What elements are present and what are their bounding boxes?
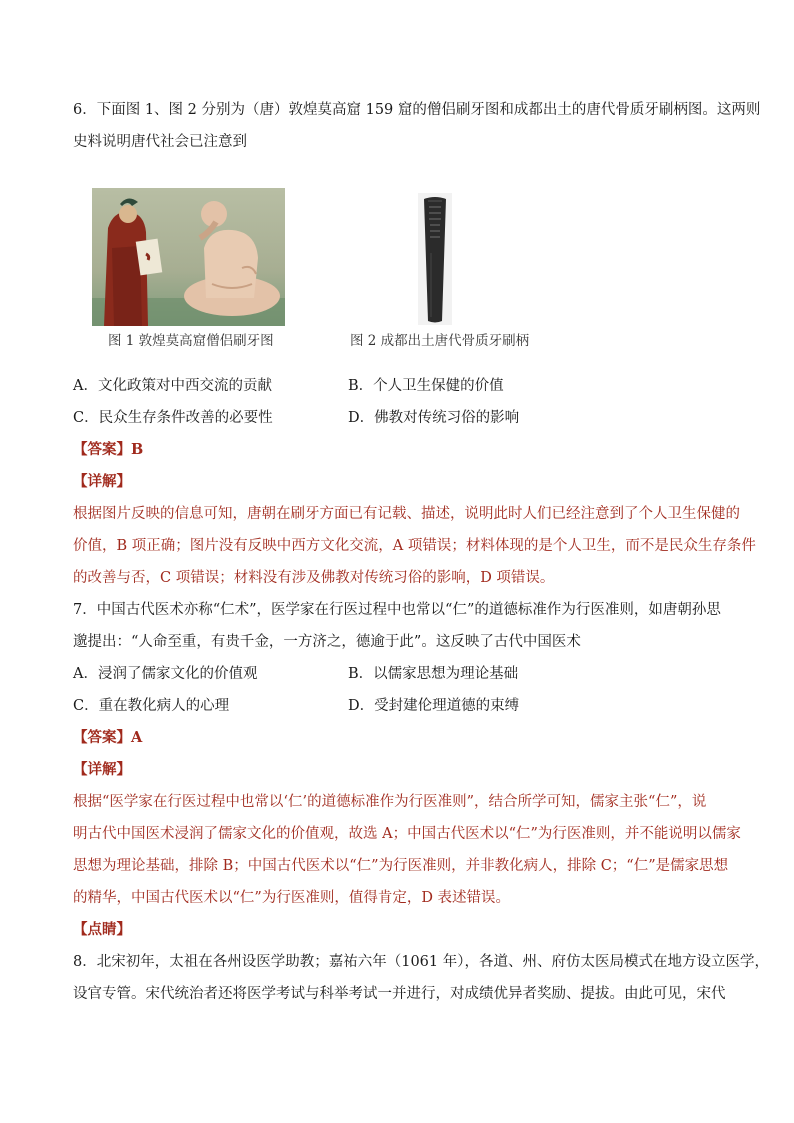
q7-answer: 【答案】A xyxy=(73,729,143,746)
q6-option-b: B．个人卫生保健的价值 xyxy=(348,378,504,394)
q7-stem-line1: 7．中国古代医术亦称“仁术”，医学家在行医过程中也常以“仁”的道德标准作为行医准则，如唐朝孙思 xyxy=(73,602,721,618)
q7-option-d: D．受封建伦理道德的束缚 xyxy=(348,698,520,714)
q6-answer: 【答案】B xyxy=(73,441,144,458)
q7-option-a: A．浸润了儒家文化的价值观 xyxy=(73,666,258,682)
q6-stem-line1: 6．下面图 1、图 2 分别为（唐）敦煌莫高窟 159 窟的僧侣刷牙图和成都出土的唐代骨质牙刷柄图。这两则 xyxy=(73,102,761,118)
q8-stem-line1: 8．北宋初年，太祖在各州设医学助教；嘉祐六年（1061 年），各道、州、府仿太医局模式在地方设立医学， xyxy=(73,954,769,970)
q6-option-c: C．民众生存条件改善的必要性 xyxy=(73,410,273,426)
q7-option-b: B．以儒家思想为理论基础 xyxy=(348,666,519,682)
q7-detail-line2: 明古代中国医术浸润了儒家文化的价值观，故选 A；中国古代医术以“仁”为行医准则，并不能说明以儒家 xyxy=(73,826,741,842)
q7-detail-line1: 根据“医学家在行医过程中也常以‘仁’的道德标准作为行医准则”，结合所学可知，儒家主张“仁”，说 xyxy=(73,794,707,810)
q7-detail-line3: 思想为理论基础，排除 B；中国古代医术以“仁”为行医准则，并非教化病人，排除 C；“仁”是儒家思想 xyxy=(73,858,729,874)
q7-detail-line4: 的精华，中国古代医术以“仁”为行医准则，值得肯定，D 表述错误。 xyxy=(73,890,511,906)
q6-stem-line2: 史料说明唐代社会已注意到 xyxy=(73,134,247,150)
q7-note-tag: 【点睛】 xyxy=(73,921,131,938)
q7-stem-line2: 邈提出：“人命至重，有贵千金，一方济之，德逾于此”。这反映了古代中国医术 xyxy=(73,634,581,650)
q6-option-a: A．文化政策对中西交流的贡献 xyxy=(73,378,272,394)
q8-stem-line2: 设官专管。宋代统治者还将医学考试与科举考试一并进行，对成绩优异者奖励、提拔。由此可见，宋代 xyxy=(73,986,726,1002)
q6-option-d: D．佛教对传统习俗的影响 xyxy=(348,410,520,426)
figure-1-mural xyxy=(92,188,285,326)
q6-detail-line1: 根据图片反映的信息可知，唐朝在刷牙方面已有记载、描述，说明此时人们已经注意到了个人卫生保健的 xyxy=(73,506,740,522)
figure-1-caption: 图 1 敦煌莫高窟僧侣刷牙图 xyxy=(108,333,274,349)
figure-2-toothbrush-handle xyxy=(418,193,452,325)
q7-option-c: C．重在教化病人的心理 xyxy=(73,698,230,714)
q6-detail-line2: 价值，B 项正确；图片没有反映中西方文化交流，A 项错误；材料体现的是个人卫生，而不是民众生存条件 xyxy=(73,538,756,554)
q7-detail-tag: 【详解】 xyxy=(73,761,131,778)
q6-detail-line3: 的改善与否，C 项错误；材料没有涉及佛教对传统习俗的影响，D 项错误。 xyxy=(73,570,555,586)
figure-2-caption: 图 2 成都出土唐代骨质牙刷柄 xyxy=(350,333,530,349)
q6-detail-tag: 【详解】 xyxy=(73,473,131,490)
